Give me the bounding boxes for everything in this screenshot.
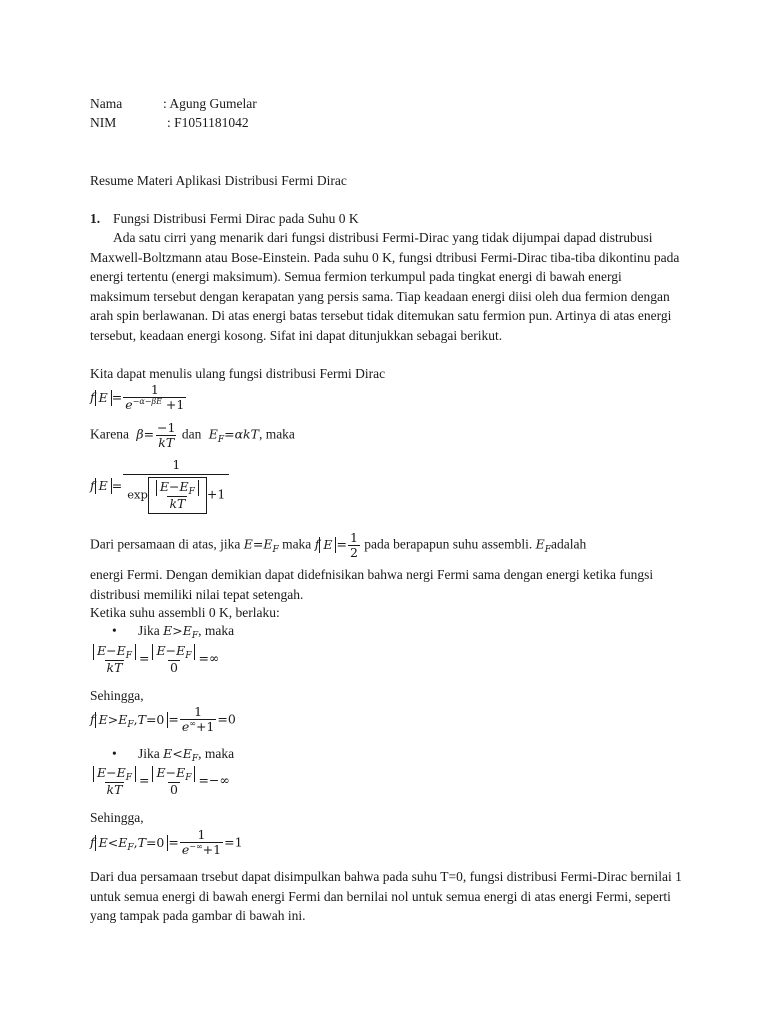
karena-label: Karena: [90, 426, 129, 442]
maka-label: , maka: [258, 426, 295, 442]
equation-f-zero: f $E>E_F,T=0$ = $\frac{1}{e^\infty+1}$ =0: [90, 704, 236, 734]
rewrite-line: Kita dapat menulis ulang fungsi distribusi Fermi Dirac: [90, 366, 386, 381]
bullet-jika-less: • Jika $E<E_F$, maka: [112, 746, 235, 764]
bullet-icon: •: [112, 746, 117, 761]
dari-post: pada berapapun suhu assembli.: [364, 536, 533, 552]
dan-label: dan: [181, 426, 202, 442]
sehingga-2: Sehingga,: [90, 810, 144, 825]
equation-f-one: f $E<E_F,T=0$ = $\frac{1}{e^{-\infty}+1}$ =1: [90, 827, 243, 857]
section-heading: Fungsi Distribusi Fermi Dirac pada Suhu 0 K: [113, 211, 359, 226]
document-title: Resume Materi Aplikasi Distribusi Fermi Dirac: [90, 173, 347, 188]
bullet-icon: •: [112, 623, 117, 638]
equation-exp-form: f E = 1 exp $\frac{E-E_F}{kT}$ +1: [90, 458, 230, 516]
nim-value: : F1051181042: [167, 115, 249, 130]
nama-value: : Agung Gumelar: [163, 96, 257, 111]
paragraph-intro: Ada satu cirri yang menarik dari fungsi distribusi Fermi-Dirac yang tidak dijumpai dapad distrubusi Maxwell-Boltzmann atau Bose-Einstein. Pada suhu 0 K, fungsi dtribusi Fermi-Dirac tiba-tiba dikontinu pada energi tertentu (energi maksimum). Semua fermion terkumpul pada tingkat energi di bawah energi maksimum tersebut dengan kerapatan yang persis sama. Tiap keadaan energi diisi oleh dua fermion dengan arah spin berlawanan. Di atas energi batas tersebut tidak ditemukan satu fermion pun. Artinya di atas energi tersebut, keadaan energi kosong. Sifat ini dapat ditunjukkan sebagai berikut.: [90, 230, 680, 343]
equation-limit-negative: $\frac{E-E_F}{kT}$ = $\frac{E-E_F}{0}$ =−∞: [90, 766, 230, 797]
section-number: 1.: [90, 211, 101, 226]
dari-pre: Dari persamaan di atas, jika: [90, 536, 241, 552]
paragraph-conclusion: Dari dua persamaan trsebut dapat disimpulkan bahwa pada suhu T=0, fungsi distribusi Fermi-Dirac bernilai 1 untuk semua energi di bawah energi Fermi dan bernilai nol untuk semua energi di atas energi Fermi, seperti yang tampak pada gambar di bawah ini.: [90, 869, 682, 923]
equation-limit-positive: $\frac{E-E_F}{kT}$ = $\frac{E-E_F}{0}$ =∞: [90, 644, 219, 675]
ketika-line: Ketika suhu assembli 0 K, berlaku:: [90, 605, 280, 620]
dari-mid: maka: [282, 536, 312, 552]
nim-label: NIM: [90, 115, 117, 130]
sehingga-1: Sehingga,: [90, 688, 144, 703]
bullet-jika-greater: • Jika $E>E_F$, maka: [112, 623, 235, 641]
equation-karena: Karena β= $\frac{-1}{kT}$ dan $E_F=\alpha kT$, maka: [90, 420, 295, 450]
nama-label: Nama: [90, 96, 123, 111]
line-dari-persamaan: Dari persamaan di atas, jika $E=E_F$ maka f E = $\frac{1}{2}$ pada berapapun suhu assembli. $E_Fadalah$: [90, 530, 587, 560]
dari-tail: adalah: [550, 536, 587, 552]
equation-fermi-dirac: f E = $\frac{1}{e^{-\alpha-\beta E} +1}$: [90, 382, 185, 412]
paragraph-energi-fermi: energi Fermi. Dengan demikian dapat didefnisikan bahwa nergi Fermi sama dengan energi ketika fungsi distribusi memiliki nilai tepat setengah.: [90, 567, 654, 602]
